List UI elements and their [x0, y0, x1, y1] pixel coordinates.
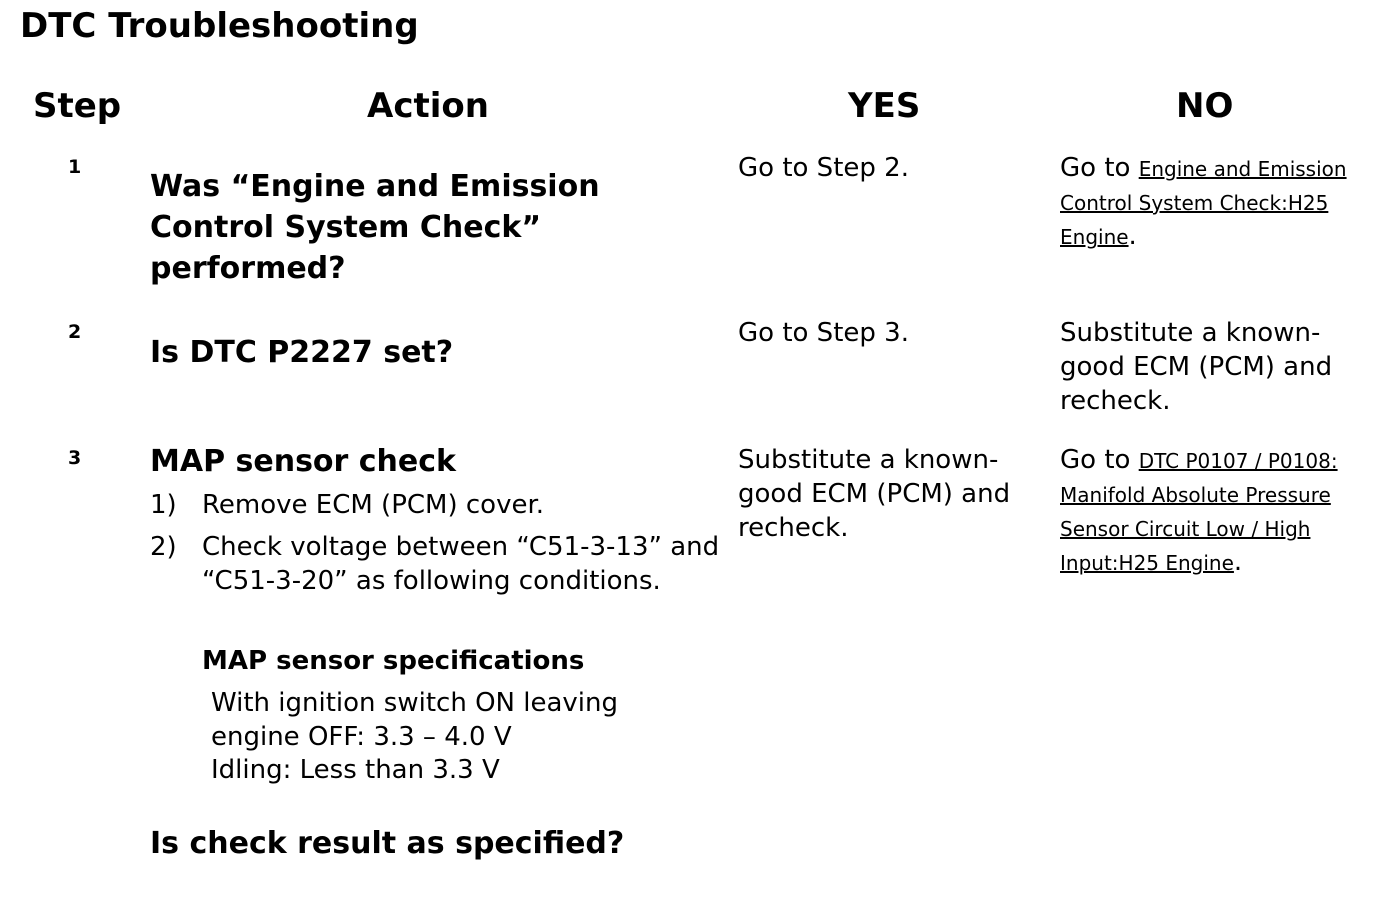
- spec-line-1: With ignition switch ON leaving: [211, 688, 618, 718]
- engine-check-link[interactable]: Engine and Emission Control System Check:H25 Engine: [1060, 157, 1347, 249]
- step-2-no: Substitute a known-good ECM (PCM) and recheck.: [1060, 318, 1333, 416]
- page-title: DTC Troubleshooting: [20, 6, 419, 46]
- step-3-no-prefix: Go to: [1060, 445, 1139, 475]
- step-2-question: Is DTC P2227 set?: [150, 335, 454, 370]
- step-1-question: Was “Engine and Emission Control System Check” performed?: [150, 169, 600, 286]
- step-1-yes: Go to Step 2.: [738, 153, 909, 183]
- spec-line-3: Idling: Less than 3.3 V: [211, 755, 500, 785]
- spec-title: MAP sensor specifications: [202, 646, 585, 676]
- step-3-yes: Substitute a known-good ECM (PCM) and recheck.: [738, 445, 1011, 543]
- item-1-number: 1): [150, 490, 177, 520]
- spec-line-2: engine OFF: 3.3 – 4.0 V: [211, 722, 512, 752]
- header-yes: YES: [848, 86, 921, 126]
- step-number-3: 3: [68, 447, 82, 469]
- step-number-2: 2: [68, 321, 82, 343]
- step-number-1: 1: [68, 156, 82, 178]
- header-step: Step: [33, 86, 122, 126]
- step-1-no: [1060, 151, 1360, 253]
- map-sensor-check-heading: MAP sensor check: [150, 444, 456, 479]
- step-1-no-prefix: Go to: [1060, 153, 1139, 183]
- item-2-text: Check voltage between “C51-3-13” and “C51-3-20” as following conditions.: [202, 532, 720, 596]
- dtc-p0107-p0108-link[interactable]: DTC P0107 / P0108: Manifold Absolute Pressure Sensor Circuit Low / High Input:H25 Engine: [1060, 449, 1338, 575]
- item-1-text: Remove ECM (PCM) cover.: [202, 490, 545, 520]
- header-action: Action: [367, 86, 489, 126]
- step-3-question: Is check result as specified?: [150, 826, 625, 861]
- step-2-yes: Go to Step 3.: [738, 318, 909, 348]
- item-2-number: 2): [150, 532, 177, 562]
- header-no: NO: [1176, 86, 1234, 126]
- step-3-no: [1060, 443, 1360, 579]
- step-1-no-suffix: .: [1128, 221, 1137, 251]
- step-3-no-suffix: .: [1233, 547, 1243, 577]
